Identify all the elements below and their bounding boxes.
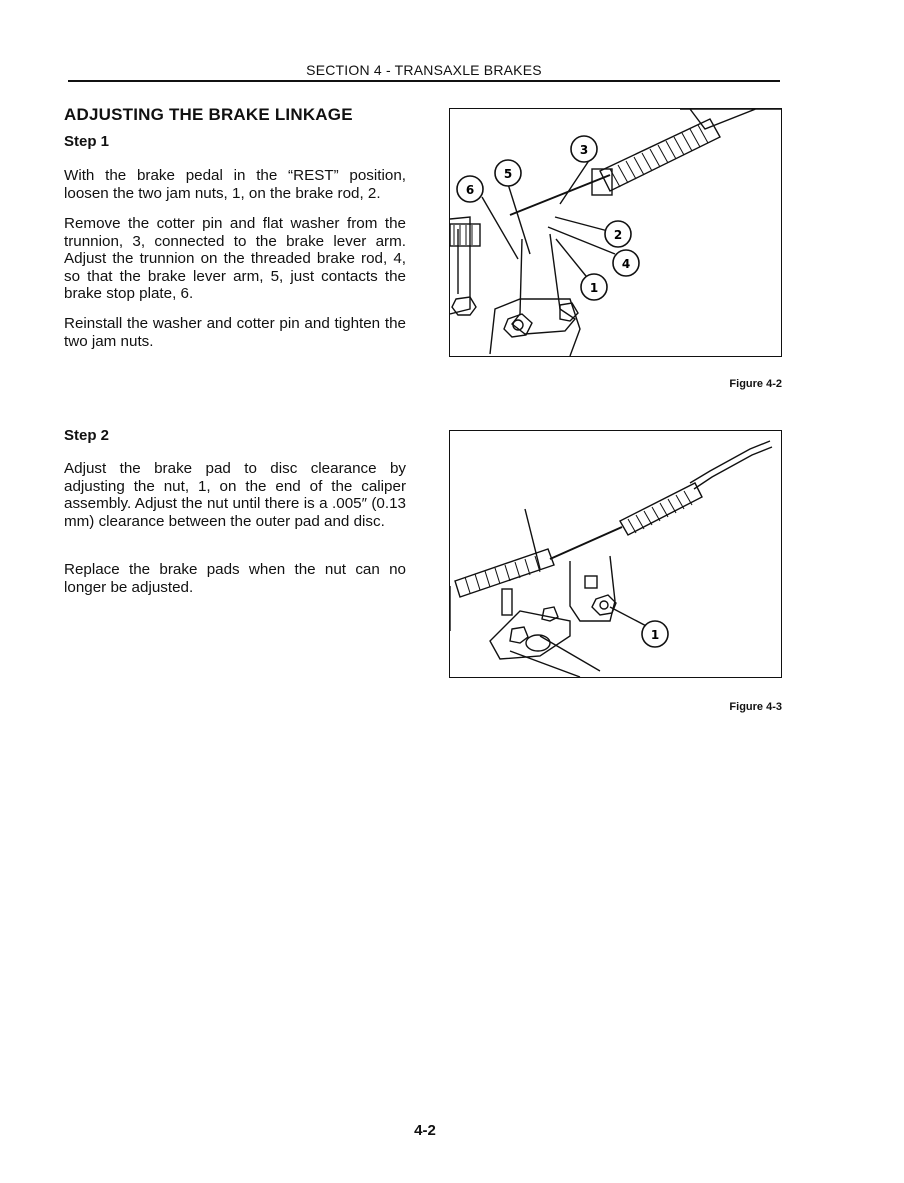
step-1-paragraph-3: Reinstall the washer and cotter pin and tighten the two jam nuts. [64, 315, 406, 350]
step-2-paragraph-2: Replace the brake pads when the nut can no longer be adjusted. [64, 561, 406, 596]
callout-1: 1 [650, 628, 660, 642]
figure-4-2-caption: Figure 4-2 [729, 378, 782, 390]
figure-4-3-caption: Figure 4-3 [729, 701, 782, 713]
step-1-paragraph-2: Remove the cotter pin and flat washer from the trunnion, 3, connected to the brake lever arm. Adjust the trunnion on the threaded brake rod, 4, so that the brake lever arm, 5, just contacts the brake stop plate, 6. [64, 215, 406, 302]
callout-1: 1 [589, 281, 599, 295]
step-1-paragraph-1: With the brake pedal in the “REST” position, loosen the two jam nuts, 1, on the brake rod, 2. [64, 167, 406, 202]
figure-4-3-illustration [449, 430, 782, 678]
step-2-title: Step 2 [64, 427, 110, 444]
step-2-paragraph-1: Adjust the brake pad to disc clearance by adjusting the nut, 1, on the end of the caliper assembly. Adjust the nut until there is a .005″ (0.13 mm) clearance between the outer pad and disc. [64, 460, 406, 530]
figure-4-2-illustration [449, 108, 782, 357]
page-heading: ADJUSTING THE BRAKE LINKAGE [64, 105, 353, 124]
brake-linkage-drawing [450, 109, 781, 356]
callout-2: 2 [613, 228, 623, 242]
callout-4: 4 [621, 257, 631, 271]
section-header: SECTION 4 - TRANSAXLE BRAKES [306, 62, 542, 78]
header-rule [68, 80, 780, 82]
callout-5: 5 [503, 167, 513, 181]
caliper-adjustment-drawing [450, 431, 781, 677]
callout-6: 6 [465, 183, 475, 197]
page-number: 4-2 [414, 1122, 436, 1139]
step-1-title: Step 1 [64, 133, 110, 150]
callout-3: 3 [579, 143, 589, 157]
